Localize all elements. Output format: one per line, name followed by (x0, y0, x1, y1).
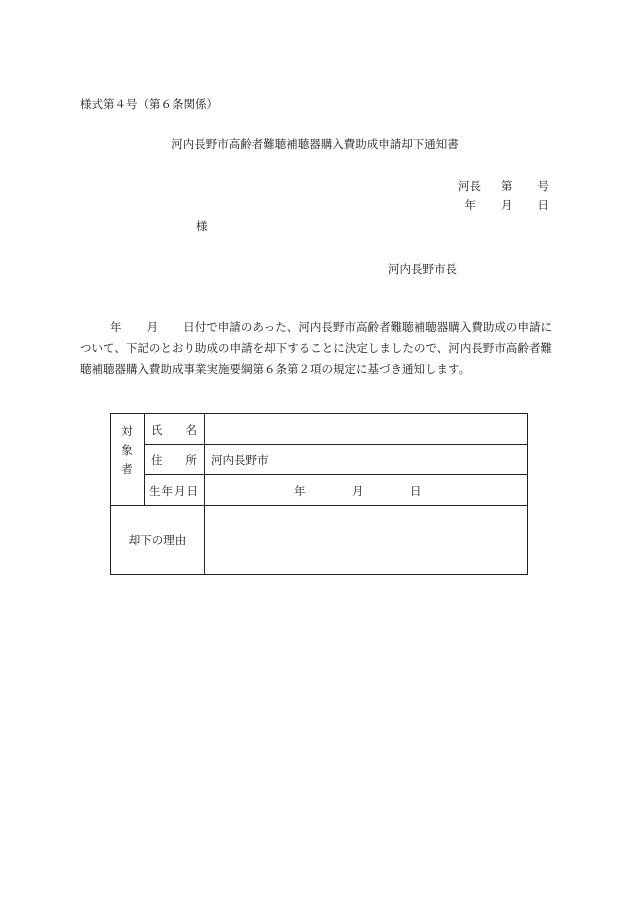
reason-label: 却下の理由 (128, 533, 187, 547)
body-text: 日付で申請のあった、河内長野市高齢者難聴補聴器購入費助成の申請について、下記のとおり助成の申請を却下することに決定しましたので、河内長野市高齢者難聴補聴器購入費助成事業実施要綱第６条第２項の規定に基づき通知します。 (80, 320, 553, 376)
subject-label (111, 422, 143, 479)
birth-day: 日 (410, 484, 422, 498)
subject-char-3: 者 (121, 462, 133, 476)
reference-go: 号 (537, 179, 549, 193)
document-title: 河内長野市高齢者難聴補聴器購入費助成申請却下通知書 (171, 137, 459, 151)
reference-number-line (458, 178, 549, 194)
reference-dai: 第 (501, 179, 513, 193)
body-month: 月 (146, 320, 159, 334)
reference-prefix: 河長 (458, 179, 481, 193)
issuer-name: 河内長野市長 (388, 262, 457, 276)
address-label-char-2: 所 (185, 453, 197, 467)
body-year: 年 (110, 320, 122, 334)
table-divider-subject (144, 414, 145, 505)
notice-body (80, 317, 552, 380)
table-divider-label (204, 414, 205, 574)
name-label (151, 422, 197, 438)
date-year: 年 (464, 198, 476, 212)
name-label-char-2: 名 (185, 423, 197, 437)
name-label-char-1: 氏 (151, 423, 163, 437)
address-label-char-1: 住 (151, 453, 163, 467)
addressee-suffix: 様 (196, 219, 208, 233)
subject-char-1: 対 (121, 424, 133, 438)
issue-date-line (465, 197, 550, 213)
birth-year: 年 (294, 484, 306, 498)
subject-char-2: 象 (121, 443, 133, 457)
applicant-info-table (110, 413, 528, 575)
birthdate-label: 生年月日 (149, 484, 199, 498)
date-day: 日 (537, 198, 549, 212)
address-label (151, 452, 197, 468)
address-value: 河内長野市 (211, 453, 269, 467)
table-divider-row1 (144, 444, 527, 445)
table-divider-row2 (144, 474, 527, 475)
form-number: 様式第４号（第６条関係） (80, 97, 218, 111)
date-month: 月 (501, 198, 513, 212)
birth-month: 月 (352, 484, 364, 498)
table-divider-row3 (111, 505, 527, 506)
